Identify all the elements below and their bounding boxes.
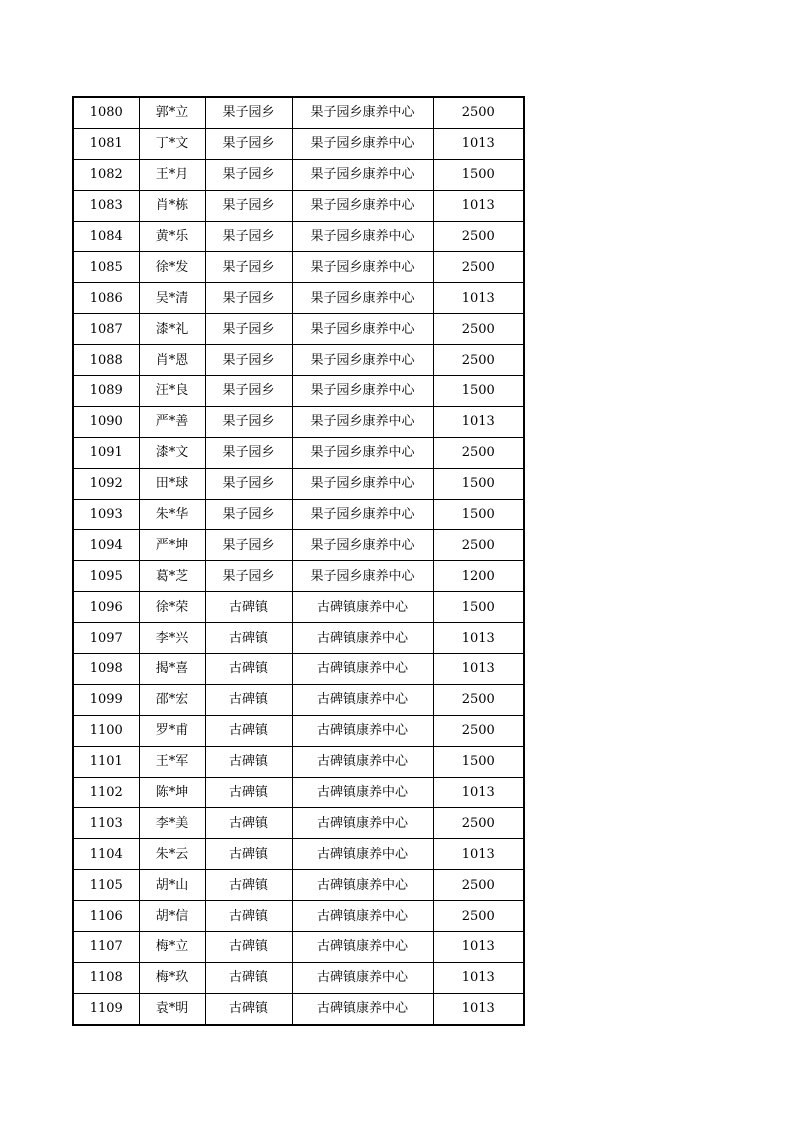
- amount-cell: 2500: [433, 684, 524, 715]
- row-number-cell: 1101: [73, 746, 139, 777]
- person-name-cell: 汪*良: [139, 376, 205, 407]
- amount-cell: 1500: [433, 746, 524, 777]
- care-center-cell: 果子园乡康养中心: [292, 437, 433, 468]
- roster-table: [72, 96, 525, 1026]
- care-center-cell: 古碑镇康养中心: [292, 901, 433, 932]
- amount-cell: 2500: [433, 808, 524, 839]
- township-cell: 果子园乡: [205, 437, 292, 468]
- table-row: [73, 746, 524, 777]
- township-cell: 果子园乡: [205, 190, 292, 221]
- amount-cell: 1013: [433, 962, 524, 993]
- person-name-cell: 丁*文: [139, 128, 205, 159]
- care-center-cell: 果子园乡康养中心: [292, 376, 433, 407]
- table-row: [73, 839, 524, 870]
- row-number-cell: 1098: [73, 654, 139, 685]
- amount-cell: 1013: [433, 623, 524, 654]
- township-cell: 果子园乡: [205, 283, 292, 314]
- table-row: [73, 808, 524, 839]
- township-cell: 果子园乡: [205, 499, 292, 530]
- care-center-cell: 古碑镇康养中心: [292, 684, 433, 715]
- care-center-cell: 果子园乡康养中心: [292, 283, 433, 314]
- amount-cell: 2500: [433, 901, 524, 932]
- row-number-cell: 1107: [73, 932, 139, 963]
- amount-cell: 2500: [433, 252, 524, 283]
- person-name-cell: 李*美: [139, 808, 205, 839]
- person-name-cell: 严*坤: [139, 530, 205, 561]
- amount-cell: 1500: [433, 468, 524, 499]
- care-center-cell: 果子园乡康养中心: [292, 499, 433, 530]
- township-cell: 果子园乡: [205, 97, 292, 128]
- amount-cell: 1013: [433, 654, 524, 685]
- amount-cell: 1013: [433, 406, 524, 437]
- row-number-cell: 1083: [73, 190, 139, 221]
- person-name-cell: 黄*乐: [139, 221, 205, 252]
- table-row: [73, 468, 524, 499]
- care-center-cell: 古碑镇康养中心: [292, 839, 433, 870]
- row-number-cell: 1086: [73, 283, 139, 314]
- township-cell: 果子园乡: [205, 159, 292, 190]
- township-cell: 果子园乡: [205, 561, 292, 592]
- table-row: [73, 406, 524, 437]
- amount-cell: 2500: [433, 437, 524, 468]
- person-name-cell: 罗*甫: [139, 715, 205, 746]
- row-number-cell: 1087: [73, 314, 139, 345]
- person-name-cell: 胡*信: [139, 901, 205, 932]
- row-number-cell: 1109: [73, 993, 139, 1024]
- person-name-cell: 漆*文: [139, 437, 205, 468]
- row-number-cell: 1096: [73, 592, 139, 623]
- care-center-cell: 果子园乡康养中心: [292, 190, 433, 221]
- row-number-cell: 1085: [73, 252, 139, 283]
- row-number-cell: 1091: [73, 437, 139, 468]
- township-cell: 古碑镇: [205, 654, 292, 685]
- care-center-cell: 果子园乡康养中心: [292, 468, 433, 499]
- amount-cell: 2500: [433, 715, 524, 746]
- table-row: [73, 901, 524, 932]
- person-name-cell: 肖*栋: [139, 190, 205, 221]
- person-name-cell: 严*善: [139, 406, 205, 437]
- township-cell: 果子园乡: [205, 128, 292, 159]
- row-number-cell: 1100: [73, 715, 139, 746]
- person-name-cell: 徐*荣: [139, 592, 205, 623]
- township-cell: 果子园乡: [205, 376, 292, 407]
- care-center-cell: 古碑镇康养中心: [292, 993, 433, 1024]
- person-name-cell: 漆*礼: [139, 314, 205, 345]
- township-cell: 古碑镇: [205, 592, 292, 623]
- person-name-cell: 朱*云: [139, 839, 205, 870]
- person-name-cell: 王*月: [139, 159, 205, 190]
- amount-cell: 1013: [433, 283, 524, 314]
- amount-cell: 1013: [433, 190, 524, 221]
- table-row: [73, 97, 524, 128]
- township-cell: 果子园乡: [205, 468, 292, 499]
- township-cell: 古碑镇: [205, 623, 292, 654]
- row-number-cell: 1097: [73, 623, 139, 654]
- table-row: [73, 654, 524, 685]
- township-cell: 古碑镇: [205, 932, 292, 963]
- amount-cell: 2500: [433, 345, 524, 376]
- township-cell: 古碑镇: [205, 746, 292, 777]
- care-center-cell: 果子园乡康养中心: [292, 159, 433, 190]
- person-name-cell: 梅*立: [139, 932, 205, 963]
- care-center-cell: 古碑镇康养中心: [292, 654, 433, 685]
- amount-cell: 2500: [433, 97, 524, 128]
- township-cell: 果子园乡: [205, 314, 292, 345]
- township-cell: 古碑镇: [205, 684, 292, 715]
- person-name-cell: 肖*恩: [139, 345, 205, 376]
- table-row: [73, 932, 524, 963]
- row-number-cell: 1080: [73, 97, 139, 128]
- roster-table-body: [73, 97, 524, 1025]
- person-name-cell: 朱*华: [139, 499, 205, 530]
- care-center-cell: 古碑镇康养中心: [292, 870, 433, 901]
- table-row: [73, 592, 524, 623]
- person-name-cell: 邵*宏: [139, 684, 205, 715]
- table-row: [73, 623, 524, 654]
- person-name-cell: 葛*芝: [139, 561, 205, 592]
- care-center-cell: 古碑镇康养中心: [292, 777, 433, 808]
- person-name-cell: 陈*坤: [139, 777, 205, 808]
- township-cell: 古碑镇: [205, 962, 292, 993]
- care-center-cell: 古碑镇康养中心: [292, 592, 433, 623]
- township-cell: 果子园乡: [205, 530, 292, 561]
- amount-cell: 1200: [433, 561, 524, 592]
- township-cell: 古碑镇: [205, 839, 292, 870]
- amount-cell: 2500: [433, 530, 524, 561]
- township-cell: 古碑镇: [205, 777, 292, 808]
- table-row: [73, 530, 524, 561]
- township-cell: 果子园乡: [205, 252, 292, 283]
- care-center-cell: 果子园乡康养中心: [292, 530, 433, 561]
- table-row: [73, 437, 524, 468]
- township-cell: 果子园乡: [205, 406, 292, 437]
- row-number-cell: 1103: [73, 808, 139, 839]
- township-cell: 古碑镇: [205, 715, 292, 746]
- table-row: [73, 777, 524, 808]
- person-name-cell: 王*军: [139, 746, 205, 777]
- table-row: [73, 715, 524, 746]
- township-cell: 古碑镇: [205, 808, 292, 839]
- table-row: [73, 283, 524, 314]
- table-row: [73, 128, 524, 159]
- row-number-cell: 1092: [73, 468, 139, 499]
- person-name-cell: 胡*山: [139, 870, 205, 901]
- amount-cell: 1013: [433, 128, 524, 159]
- table-row: [73, 345, 524, 376]
- amount-cell: 1500: [433, 499, 524, 530]
- township-cell: 古碑镇: [205, 993, 292, 1024]
- township-cell: 古碑镇: [205, 901, 292, 932]
- care-center-cell: 果子园乡康养中心: [292, 406, 433, 437]
- care-center-cell: 古碑镇康养中心: [292, 623, 433, 654]
- row-number-cell: 1099: [73, 684, 139, 715]
- person-name-cell: 徐*发: [139, 252, 205, 283]
- amount-cell: 1013: [433, 932, 524, 963]
- table-row: [73, 190, 524, 221]
- table-row: [73, 499, 524, 530]
- amount-cell: 2500: [433, 221, 524, 252]
- row-number-cell: 1106: [73, 901, 139, 932]
- amount-cell: 1013: [433, 777, 524, 808]
- care-center-cell: 果子园乡康养中心: [292, 128, 433, 159]
- amount-cell: 1013: [433, 993, 524, 1024]
- care-center-cell: 古碑镇康养中心: [292, 808, 433, 839]
- care-center-cell: 果子园乡康养中心: [292, 97, 433, 128]
- care-center-cell: 果子园乡康养中心: [292, 345, 433, 376]
- row-number-cell: 1094: [73, 530, 139, 561]
- amount-cell: 2500: [433, 870, 524, 901]
- table-row: [73, 870, 524, 901]
- person-name-cell: 李*兴: [139, 623, 205, 654]
- table-row: [73, 376, 524, 407]
- township-cell: 古碑镇: [205, 870, 292, 901]
- row-number-cell: 1088: [73, 345, 139, 376]
- table-row: [73, 314, 524, 345]
- care-center-cell: 古碑镇康养中心: [292, 715, 433, 746]
- row-number-cell: 1102: [73, 777, 139, 808]
- person-name-cell: 吴*清: [139, 283, 205, 314]
- care-center-cell: 果子园乡康养中心: [292, 252, 433, 283]
- table-row: [73, 684, 524, 715]
- amount-cell: 1500: [433, 376, 524, 407]
- care-center-cell: 果子园乡康养中心: [292, 221, 433, 252]
- care-center-cell: 果子园乡康养中心: [292, 314, 433, 345]
- person-name-cell: 郭*立: [139, 97, 205, 128]
- township-cell: 果子园乡: [205, 345, 292, 376]
- row-number-cell: 1104: [73, 839, 139, 870]
- row-number-cell: 1082: [73, 159, 139, 190]
- care-center-cell: 古碑镇康养中心: [292, 746, 433, 777]
- table-row: [73, 252, 524, 283]
- row-number-cell: 1090: [73, 406, 139, 437]
- table-row: [73, 561, 524, 592]
- amount-cell: 1500: [433, 159, 524, 190]
- table-row: [73, 159, 524, 190]
- amount-cell: 2500: [433, 314, 524, 345]
- care-center-cell: 古碑镇康养中心: [292, 932, 433, 963]
- person-name-cell: 田*球: [139, 468, 205, 499]
- row-number-cell: 1089: [73, 376, 139, 407]
- row-number-cell: 1108: [73, 962, 139, 993]
- township-cell: 果子园乡: [205, 221, 292, 252]
- amount-cell: 1013: [433, 839, 524, 870]
- table-row: [73, 962, 524, 993]
- person-name-cell: 揭*喜: [139, 654, 205, 685]
- row-number-cell: 1095: [73, 561, 139, 592]
- person-name-cell: 梅*玖: [139, 962, 205, 993]
- amount-cell: 1500: [433, 592, 524, 623]
- table-row: [73, 221, 524, 252]
- row-number-cell: 1105: [73, 870, 139, 901]
- table-row: [73, 993, 524, 1024]
- care-center-cell: 果子园乡康养中心: [292, 561, 433, 592]
- person-name-cell: 袁*明: [139, 993, 205, 1024]
- care-center-cell: 古碑镇康养中心: [292, 962, 433, 993]
- row-number-cell: 1093: [73, 499, 139, 530]
- row-number-cell: 1084: [73, 221, 139, 252]
- row-number-cell: 1081: [73, 128, 139, 159]
